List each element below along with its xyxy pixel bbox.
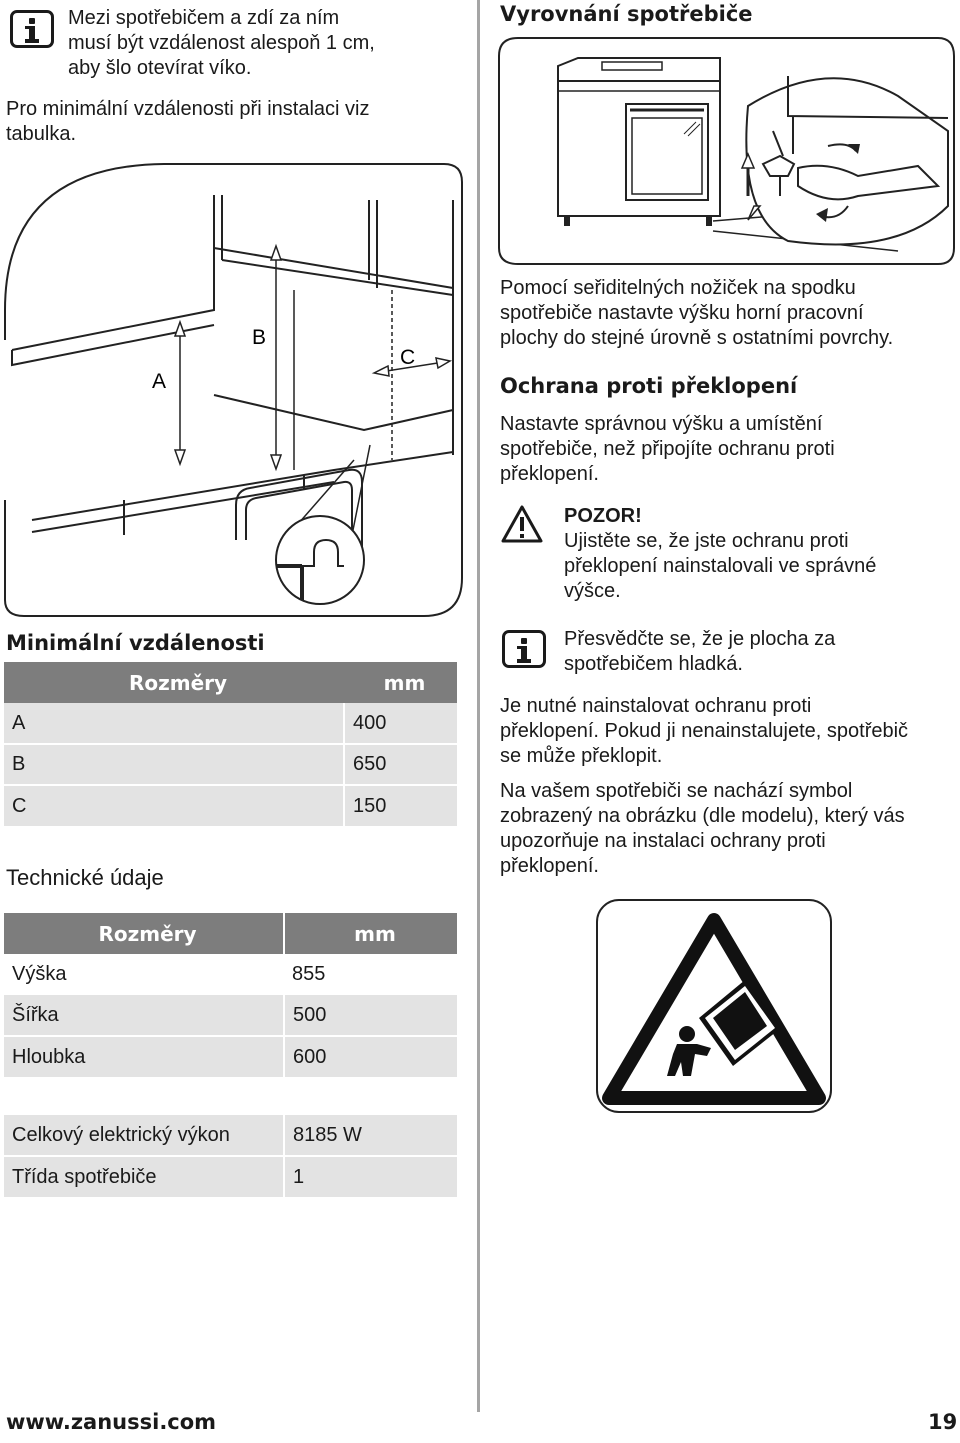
- tip-over-warning-symbol: [595, 898, 835, 1116]
- info-note: Mezi spotřebičem a zdí za ním musí být vzdálenost alespoň 1 cm, aby šlo otevírat víko.: [68, 7, 375, 79]
- technical-data-table: [4, 913, 457, 1077]
- installation-clearance-diagram: [4, 160, 466, 620]
- column-header-mm: mm: [344, 662, 457, 703]
- row-key: Třída spotřebiče: [4, 1156, 284, 1197]
- row-key: Šířka: [4, 995, 284, 1036]
- levelling-heading: Vyrovnání spotřebiče: [500, 2, 753, 26]
- table-row: [4, 995, 457, 1036]
- column-header-mm: mm: [284, 913, 457, 954]
- anti-tilt-text: Nastavte správnou výšku a umístění spotřebiče, než připojíte ochranu proti překlopení.: [500, 413, 835, 485]
- row-value: 650: [344, 744, 457, 785]
- table-row: [4, 1036, 457, 1077]
- table-row: [4, 954, 457, 995]
- levelling-text: Pomocí seřiditelných nožiček na spodku spotřebiče nastavte výšku horní pracovní plochy do stejné úrovně s ostatními povrchy.: [500, 277, 894, 349]
- row-key: Výška: [4, 954, 284, 995]
- page-number: 19: [928, 1410, 958, 1434]
- power-class-table: [4, 1115, 457, 1197]
- table-row: [4, 703, 457, 744]
- install-requirement-text: Je nutné nainstalovat ochranu proti překlopení. Pokud ji nenainstalujete, spotřebič se může překlopit.: [500, 695, 909, 767]
- technical-data-heading: Technické údaje: [6, 865, 164, 890]
- row-value: 855: [284, 954, 457, 995]
- warning-title: POZOR!: [564, 505, 642, 527]
- column-header-dimensions: Rozměry: [4, 662, 344, 703]
- row-value: 400: [344, 703, 457, 744]
- row-key: B: [4, 744, 344, 785]
- table-header-row: [4, 662, 457, 703]
- table-row: [4, 1156, 457, 1197]
- table-header-row: [4, 913, 457, 954]
- row-value: 600: [284, 1036, 457, 1077]
- info-icon: [502, 630, 546, 668]
- column-divider: [477, 0, 480, 1412]
- row-key: A: [4, 703, 344, 744]
- table-row: [4, 785, 457, 826]
- dimension-label-a: A: [152, 370, 167, 393]
- row-value: 1: [284, 1156, 457, 1197]
- min-distances-table: [4, 662, 457, 826]
- dimension-label-b: B: [252, 326, 267, 349]
- row-value: 500: [284, 995, 457, 1036]
- min-distance-reference: Pro minimální vzdálenosti při instalaci viz tabulka.: [6, 98, 370, 145]
- table-row: [4, 744, 457, 785]
- row-key: C: [4, 785, 344, 826]
- anti-tilt-heading: Ochrana proti překlopení: [500, 374, 798, 398]
- symbol-description-text: Na vašem spotřebiči se nachází symbol zobrazený na obrázku (dle modelu), který vás upozorňuje na instalaci ochrany proti překlopení.: [500, 780, 905, 877]
- table-row: [4, 1115, 457, 1156]
- row-key: Celkový elektrický výkon: [4, 1115, 284, 1156]
- footer-website: www.zanussi.com: [6, 1410, 217, 1434]
- levelling-diagram: [498, 36, 956, 266]
- min-distances-heading: Minimální vzdálenosti: [6, 631, 265, 655]
- info-icon: [10, 10, 54, 48]
- info-surface-text: Přesvědčte se, že je plocha za spotřebičem hladká.: [564, 628, 836, 675]
- warning-icon: [500, 504, 544, 544]
- dimension-label-c: C: [400, 346, 416, 369]
- row-key: Hloubka: [4, 1036, 284, 1077]
- column-header-dimensions: Rozměry: [4, 913, 284, 954]
- row-value: 8185 W: [284, 1115, 457, 1156]
- warning-block: POZOR! Ujistěte se, že jste ochranu proti překlopení nainstalovali ve správné výšce.: [564, 505, 877, 602]
- row-value: 150: [344, 785, 457, 826]
